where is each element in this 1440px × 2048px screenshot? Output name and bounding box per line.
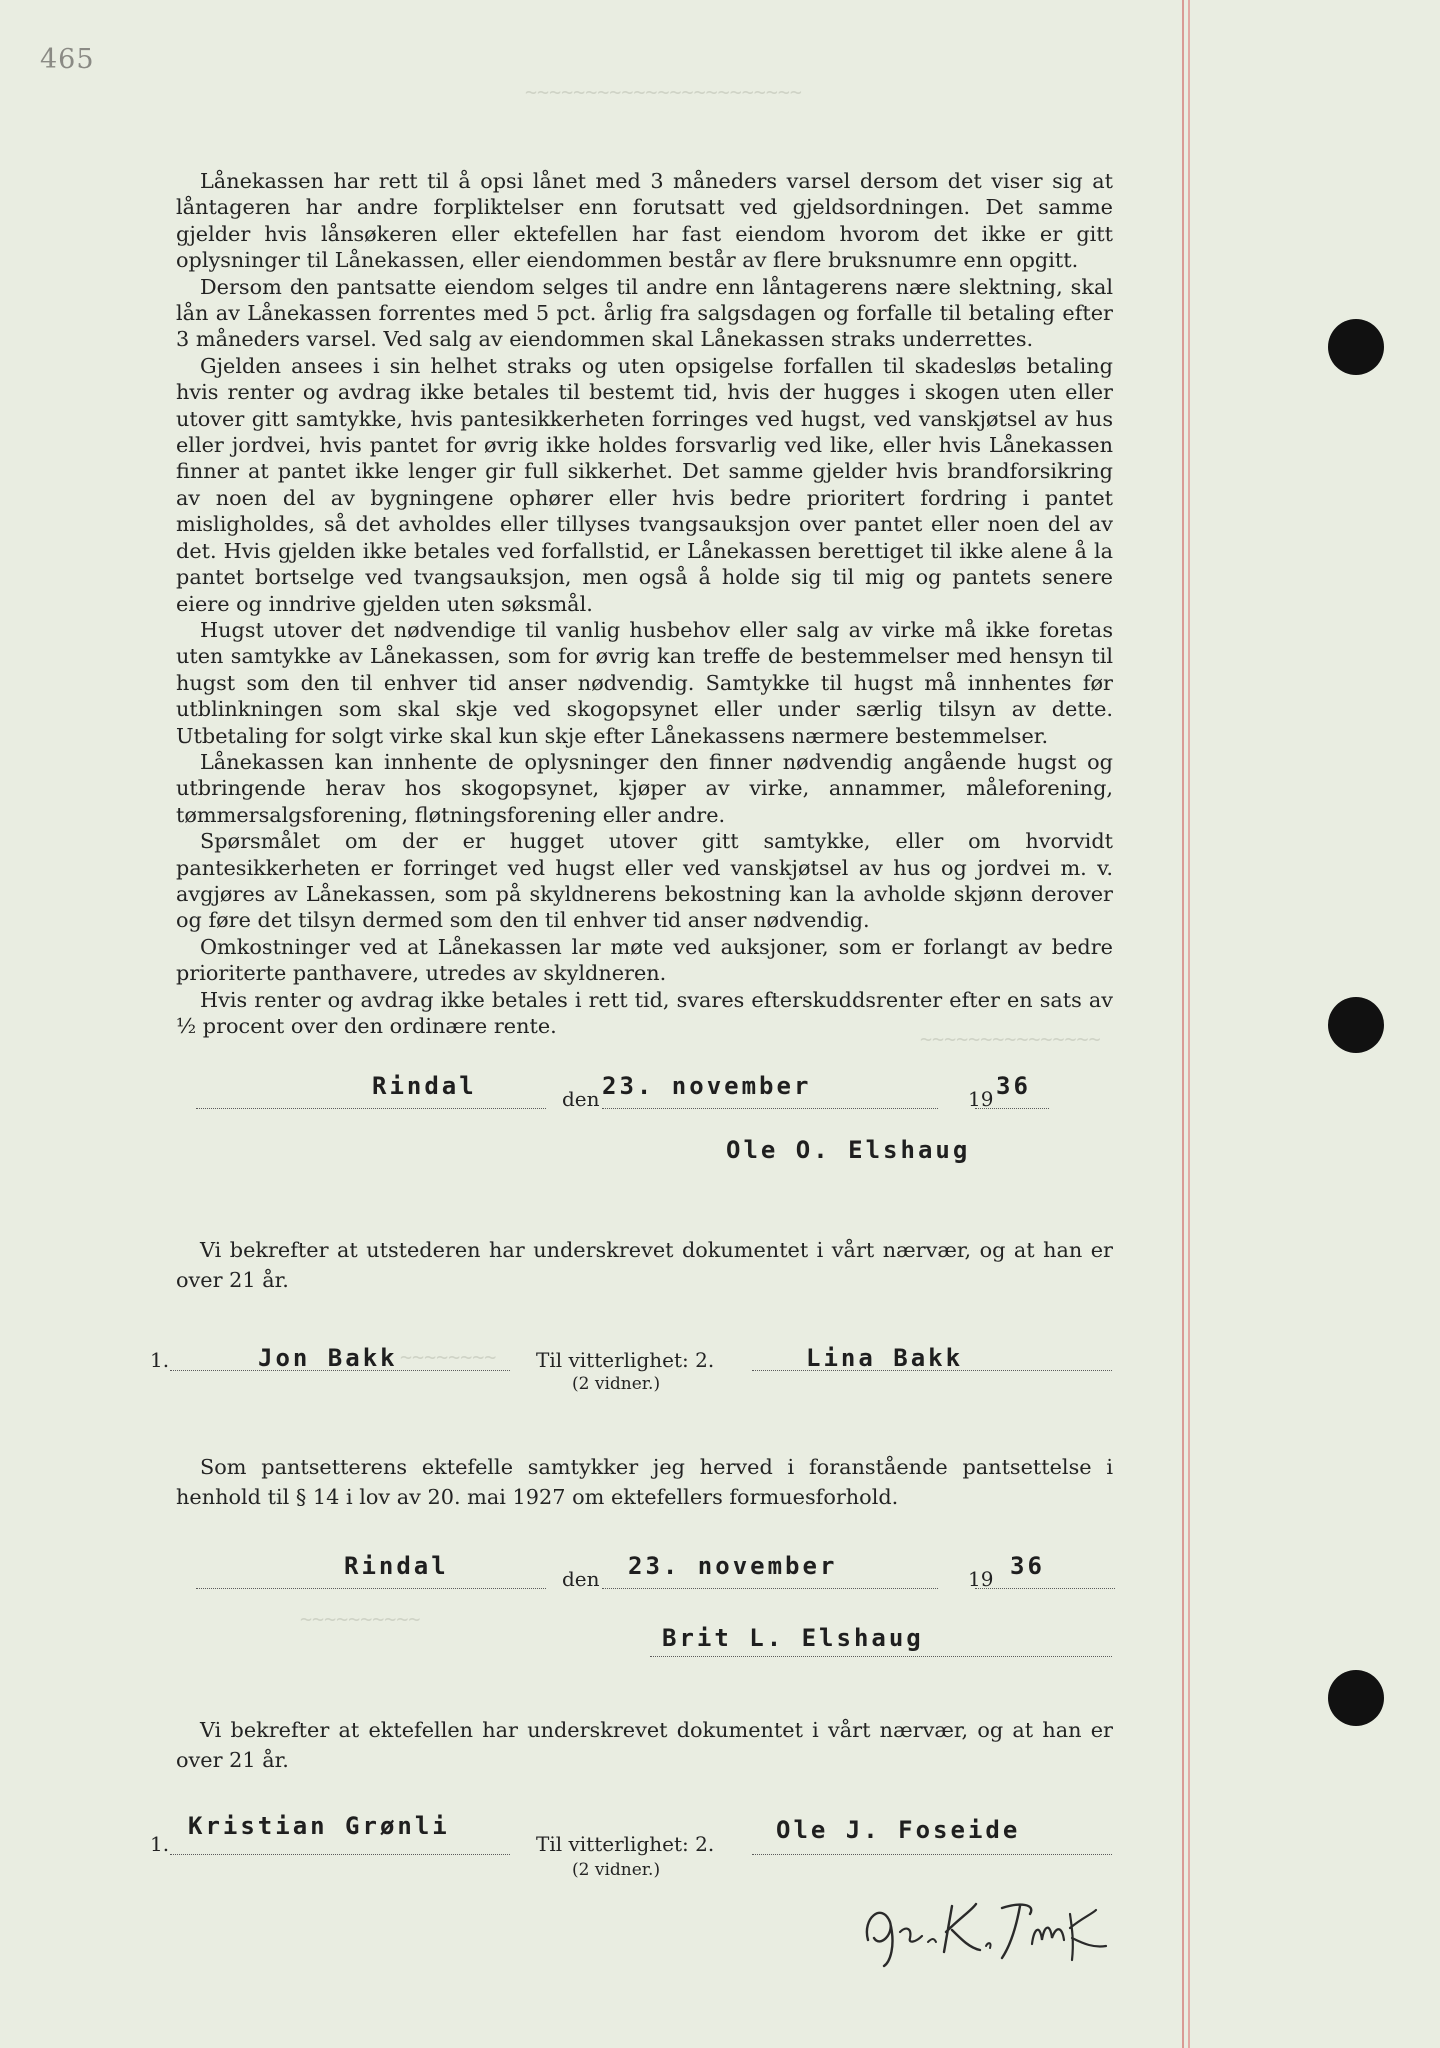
year-prefix: 19 — [968, 1567, 994, 1591]
signing-date: 23. november — [602, 1072, 812, 1100]
signing-date: 23. november — [628, 1552, 838, 1580]
bleed-through-mark: ~~~~~~~~~~ — [300, 1607, 421, 1631]
page-number: 465 — [40, 44, 95, 75]
punch-hole — [1328, 1670, 1384, 1726]
witness-2-signature: Ole J. Foseide — [776, 1816, 1021, 1844]
signing-year: 36 — [1010, 1552, 1045, 1580]
paragraph: Hugst utover det nødvendige til vanlig husbehov eller salg av virke må ikke foretas uten samtykke av Lånekassen, som for øvrig kan treffe de bestemmelser med hensyn til hugst som den til enhver tid anser nødvendig. Samtykke til hugst må innhentes før utblinkningen som skal skje ved skogopsynet eller under særlig tilsyn av dette. Utbetaling for solgt virke skal kun skje efter Lånekassens nærmere bestemmelser. — [176, 617, 1113, 748]
handwritten-initials — [860, 1888, 1120, 1968]
bleed-through-mark: ~~~~~~~~~~~~~~~~~~~~~~~ — [525, 80, 802, 104]
witness-label: Til vitterlighet: 2. — [536, 1348, 715, 1372]
witness-label: Til vitterlighet: 2. — [536, 1832, 715, 1856]
spouse-consent: Som pantsetterens ektefelle samtykker jeg herved i foranstående pantsettelse i henhold til § 14 i lov av 20. mai 1927 om ektefellers formuesforhold. — [176, 1455, 1113, 1509]
loan-terms-text — [176, 168, 1113, 1039]
borrower-signature: Ole O. Elshaug — [726, 1136, 971, 1164]
witness-note: (2 vidner.) — [572, 1860, 661, 1880]
paragraph: Gjelden ansees i sin helhet straks og uten opsigelse forfallen til skadesløs betaling hvis renter og avdrag ikke betales til bestemt tid, hvis der hugges i skogen uten eller utover gitt samtykke, hvis pantesikkerheten forringes ved hugst, ved vanskjøtsel av hus eller jordvei, hvis pantet for øvrig ikke holdes forsvarlig ved like, eller hvis Lånekassen finner at pantet ikke lenger gir full sikkerhet. Det samme gjelder hvis brandforsikring av noen del av bygningene ophører eller hvis bedre prioritert fordring i pantet misligholdes, så det avholdes eller tillyses tvangsauksjon over pantet eller noen del av det. Hvis gjelden ikke betales ved forfallstid, er Lånekassen berettiget til ikke alene å la pantet bortselge ved tvangsauksjon, men også å holde sig til mig og pantets senere eiere og inndrive gjelden uten søksmål. — [176, 353, 1113, 616]
year-prefix: 19 — [968, 1087, 994, 1111]
paragraph: Spørsmålet om der er hugget utover gitt samtykke, eller om hvorvidt pantesikkerheten er forringet ved hugst eller ved vanskjøtsel av hus og jordvei m. v. avgjøres av Lånekassen, som på skyldnerens bekostning kan la avholde skjønn derover og føre det tilsyn dermed som den til enhver tid anser nødvendig. — [176, 829, 1113, 933]
punch-hole — [1328, 997, 1384, 1053]
witness-2-signature: Lina Bakk — [806, 1344, 964, 1372]
signing-year: 36 — [996, 1072, 1031, 1100]
paragraph: Omkostninger ved at Lånekassen lar møte ved auksjoner, som er forlangt av bedre prioriterte panthavere, utredes av skyldneren. — [176, 934, 1113, 986]
signing-place: Rindal — [344, 1552, 449, 1580]
red-margin-line — [1182, 0, 1184, 2048]
paragraph: Dersom den pantsatte eiendom selges til andre enn låntagerens nære slektning, skal lån av Lånekassen forrentes med 5 pct. årlig fra salgsdagen og forfalle til betaling efter 3 måneders varsel. Ved salg av eiendommen skal Lånekassen straks underrettes. — [176, 274, 1113, 352]
witness-1-signature: Jon Bakk — [258, 1344, 398, 1372]
witness-statement: Vi bekrefter at utstederen har underskrevet dokumentet i vårt nærvær, og at han er over 21 år. — [176, 1238, 1113, 1292]
paragraph: Lånekassen kan innhente de oplysninger den finner nødvendig angående hugst og utbringende herav hos skogopsynet, kjøper av virke, annammer, måleforening, tømmersalgsforening, fløtningsforening eller andre. — [176, 749, 1113, 827]
witness-note: (2 vidner.) — [572, 1374, 661, 1394]
witness-number: 1. — [150, 1832, 170, 1856]
den-label: den — [562, 1087, 600, 1111]
witness-statement: Vi bekrefter at ektefellen har underskrevet dokumentet i vårt nærvær, og at han er over 21 år. — [176, 1718, 1113, 1772]
witness-number: 1. — [150, 1348, 170, 1372]
den-label: den — [562, 1567, 600, 1591]
bleed-through-mark: ~~~~~~~~ — [400, 1345, 497, 1369]
signing-place: Rindal — [372, 1072, 477, 1100]
spouse-signature: Brit L. Elshaug — [662, 1624, 924, 1652]
punch-hole — [1328, 319, 1384, 375]
bleed-through-mark: ~~~~~~~~~~~~~~~ — [920, 1027, 1101, 1051]
paragraph: Hvis renter og avdrag ikke betales i rett tid, svares efterskuddsrenter efter en sats av ½ procent over den ordinære rente. — [176, 987, 1113, 1038]
witness-1-signature: Kristian Grønli — [188, 1812, 450, 1840]
red-margin-line-inner — [1188, 0, 1190, 2048]
paragraph: Lånekassen har rett til å opsi lånet med 3 måneders varsel dersom det viser sig at låntageren har andre forpliktelser enn forutsatt ved gjeldsordningen. Det samme gjelder hvis lånsøkeren eller ektefellen har fast eiendom hvorom det ikke er gitt oplysninger til Lånekassen, eller eiendommen består av flere bruksnumre enn opgitt. — [176, 169, 1113, 273]
